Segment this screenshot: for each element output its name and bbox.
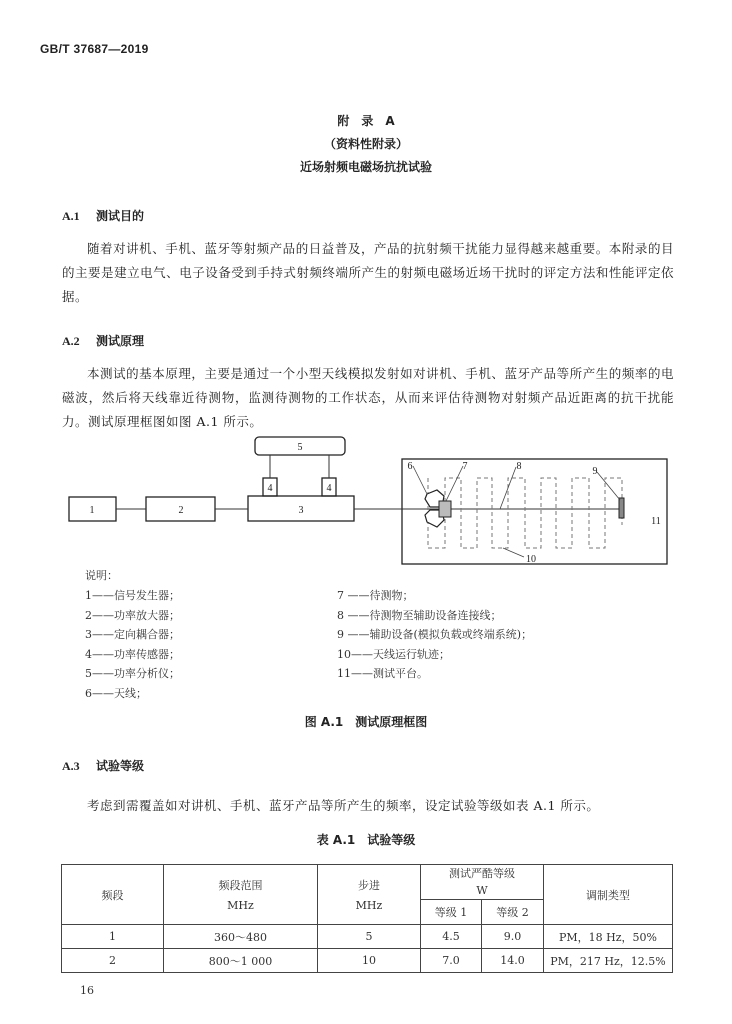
header-step [318, 865, 421, 925]
diagram-label: 9 [592, 466, 598, 477]
legend-item: 1——信号发生器； [85, 589, 180, 602]
figure-caption: 图 A.1 测试原理框图 [304, 715, 428, 729]
diagram-label: 11 [651, 516, 661, 527]
diagram-label: 10 [526, 554, 536, 565]
legend-item: 4——功率传感器； [85, 647, 180, 661]
cell-modulation: PM，217 Hz，12.5% [544, 949, 673, 973]
cell-level1: 7.0 [421, 949, 482, 973]
section-heading-a1 [62, 207, 144, 224]
legend-item: 6——天线； [85, 686, 147, 700]
test-level-table [61, 864, 673, 973]
section-number: A.3 [62, 759, 80, 773]
cell-range: 360～480 [164, 925, 318, 949]
standard-code: GB/T 37687—2019 [40, 42, 149, 56]
legend-item: 5——功率分析仪； [85, 667, 180, 680]
legend-left [85, 586, 180, 703]
header-range-label: 频段范围 [218, 879, 263, 892]
legend-item: 11——测试平台。 [337, 667, 428, 680]
section-paragraph-a3: 考虑到需覆盖如对讲机、手机、蓝牙产品等所产生的频率，设定试验等级如表 A.1 所示。 [87, 798, 600, 813]
diagram-label: 1 [89, 505, 95, 516]
diagram-label: 6 [407, 461, 413, 472]
legend-title: 说明： [85, 569, 118, 582]
header-level1: 等级 1 [421, 900, 482, 925]
section-number: A.1 [62, 209, 80, 223]
legend-item: 8 ——待测物至辅助设备连接线； [337, 608, 502, 622]
header-band: 频段 [62, 865, 164, 925]
diagram-label: 5 [297, 442, 303, 453]
cell-band: 2 [62, 949, 164, 973]
section-title: 测试目的 [96, 209, 145, 223]
legend-item: 7 ——待测物； [337, 589, 414, 602]
diagram-label: 8 [516, 461, 522, 472]
diagram-label: 2 [178, 505, 184, 516]
auxiliary-device-icon [619, 498, 624, 518]
legend-item: 10——天线运行轨迹； [337, 647, 450, 661]
header-level2: 等级 2 [482, 900, 544, 925]
table-row [62, 949, 673, 973]
cell-level2: 9.0 [482, 925, 544, 949]
section-heading-a3 [62, 757, 144, 774]
section-title: 试验等级 [96, 759, 145, 773]
appendix-label: 附 录 A [337, 114, 395, 128]
section-heading-a2 [62, 332, 144, 349]
header-severity [421, 865, 544, 900]
section-title: 测试原理 [96, 334, 145, 348]
header-range-unit: MHz [227, 899, 254, 912]
diagram-label: 3 [298, 505, 304, 516]
legend-item: 9 ——辅助设备(模拟负载或终端系统)； [337, 628, 533, 641]
header-modulation: 调制类型 [544, 865, 673, 925]
legend-item: 3——定向耦合器； [85, 628, 180, 641]
section-paragraph-a2: 本测试的基本原理，主要是通过一个小型天线模拟发射如对讲机、手机、蓝牙产品等所产生的频率的电磁波，然后将天线靠近待测物，监测待测物的工作状态，从而来评估待测物对射频产品近距离的抗干扰能力。测试原理框图如图 A.1 所示。 [62, 366, 674, 429]
header-severity-unit: W [476, 884, 488, 897]
section-paragraph-a1: 随着对讲机、手机、蓝牙等射频产品的日益普及，产品的抗射频干扰能力显得越来越重要。本附录的目的主要是建立电气、电子设备受到手持式射频终端所产生的射频电磁场近场干扰时的评定方法和性能评定依据。 [62, 241, 674, 304]
cell-step: 10 [318, 949, 421, 973]
legend-item: 2——功率放大器； [85, 608, 180, 622]
test-principle-diagram [0, 430, 732, 570]
diagram-label: 4 [326, 483, 332, 494]
header-range [164, 865, 318, 925]
cell-level1: 4.5 [421, 925, 482, 949]
diagram-label: 7 [462, 461, 468, 472]
header-step-label: 步进 [358, 879, 380, 892]
legend-right [337, 586, 532, 684]
cell-level2: 14.0 [482, 949, 544, 973]
cell-range: 800～1 000 [164, 949, 318, 973]
antenna-trajectory [428, 478, 622, 548]
appendix-type: （资料性附录） [323, 137, 408, 151]
table-caption: 表 A.1 试验等级 [316, 833, 416, 847]
section-number: A.2 [62, 334, 80, 348]
diagram-label: 4 [267, 483, 273, 494]
eut-icon [439, 501, 451, 517]
cell-step: 5 [318, 925, 421, 949]
appendix-title: 近场射频电磁场抗扰试验 [299, 160, 432, 174]
page-number: 16 [80, 984, 94, 997]
header-severity-label: 测试严酷等级 [449, 867, 515, 880]
table-row [62, 925, 673, 949]
header-step-unit: MHz [355, 899, 383, 912]
cell-band: 1 [62, 925, 164, 949]
cell-modulation: PM，18 Hz，50% [544, 925, 673, 949]
